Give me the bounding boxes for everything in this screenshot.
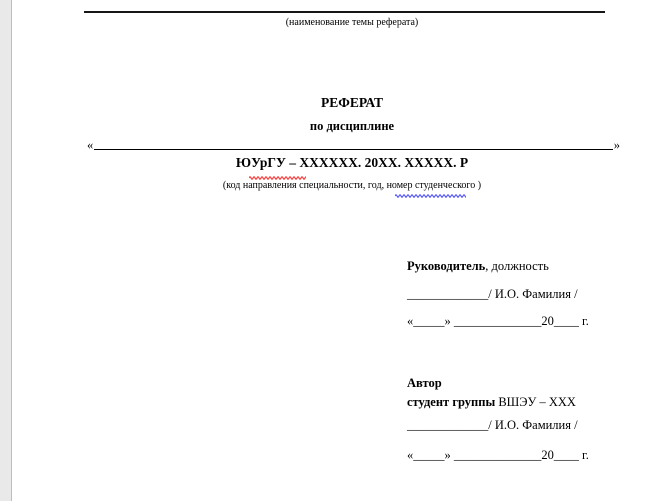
supervisor-role-line <box>407 259 549 274</box>
author-date-line: «_____» ______________20____ г. <box>407 448 589 462</box>
code-caption: (код направления специальности, год, номер студенческого ) <box>222 180 482 191</box>
author-group-regular: ВШЭУ – ХХХ <box>498 395 576 409</box>
supervisor-role-bold: Руководитель <box>407 259 486 273</box>
discipline-blank-underline <box>94 148 613 150</box>
topic-caption: (наименование темы реферата) <box>285 17 419 28</box>
supervisor-signature-line: _____________/ И.О. Фамилия / <box>407 287 578 301</box>
discipline-label: по дисциплине <box>309 119 395 133</box>
supervisor-role-regular: , должность <box>485 259 549 273</box>
close-guillemet: » <box>613 138 620 152</box>
author-signature-line: _____________/ И.О. Фамилия / <box>407 418 578 432</box>
report-title: РЕФЕРАТ <box>321 95 383 110</box>
open-guillemet: « <box>87 138 94 152</box>
document-page[interactable] <box>11 0 668 501</box>
discipline-blank-line <box>87 138 620 152</box>
author-group-line <box>407 395 576 410</box>
topic-name-underline <box>84 11 605 13</box>
supervisor-date-line: «_____» ______________20____ г. <box>407 314 589 328</box>
author-label: Автор <box>407 376 442 390</box>
grammar-squiggle-icon <box>395 193 466 198</box>
document-code: ЮУрГУ – ХХХХХХ. 20ХХ. ХХХХХ. Р <box>235 155 469 170</box>
author-group-bold: студент группы <box>407 395 499 409</box>
